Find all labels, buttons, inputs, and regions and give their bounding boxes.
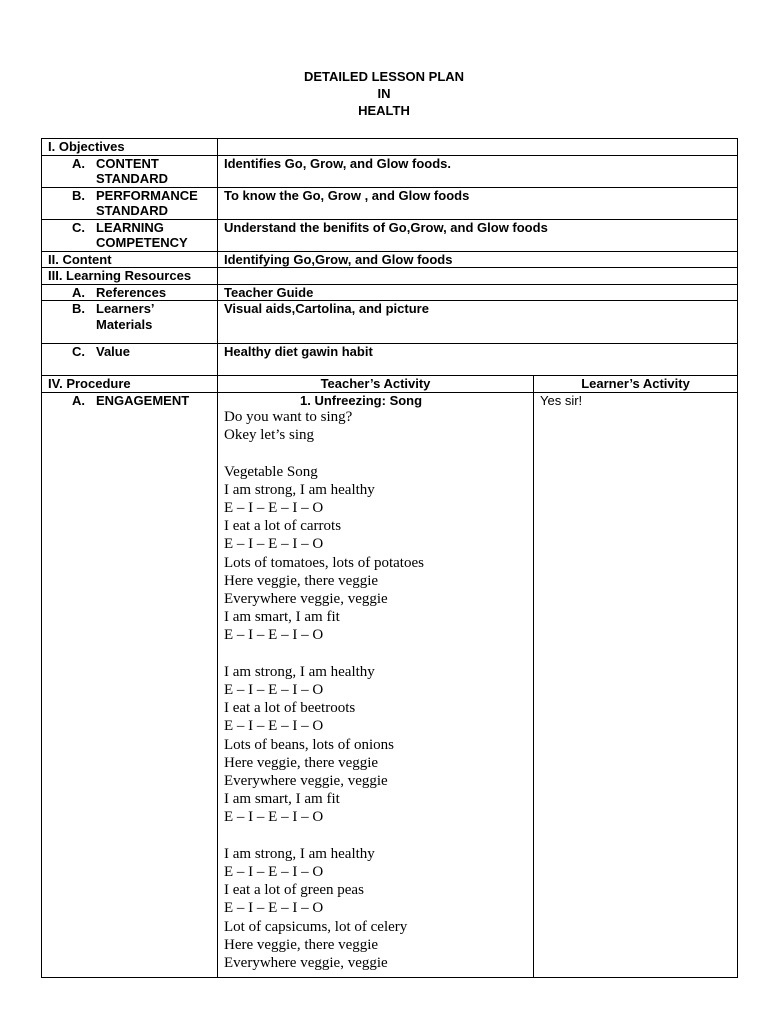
learner-response: Yes sir! — [540, 392, 583, 408]
song-line: E – I – E – I – O — [224, 809, 324, 826]
song-line: Do you want to sing? — [224, 409, 353, 425]
song-line: E – I – E – I – O — [224, 500, 324, 516]
song-line: E – I – E – I – O — [224, 864, 324, 881]
song-line: Everywhere veggie, veggie — [224, 773, 388, 790]
row-objectives — [42, 139, 738, 156]
song-line: Everywhere veggie, veggie — [224, 591, 388, 608]
song-line: Here veggie, there veggie — [224, 936, 379, 953]
row-learners-materials: B. Learners’ Materials Visual aids,Cartolina, and picture — [42, 301, 738, 344]
title-line-2: IN — [377, 86, 391, 101]
row-learning-competency: C. LEARNING COMPETENCY Understand the benifits of Go,Grow, and Glow foods — [42, 219, 738, 251]
engagement-label: ENGAGEMENT — [96, 392, 190, 408]
document-title — [0, 68, 768, 119]
value-value: Healthy diet gawin habit — [218, 344, 738, 376]
song-line: Everywhere veggie, veggie — [224, 955, 388, 972]
procedure-label: IV. Procedure — [42, 376, 218, 393]
performance-standard-value: To know the Go, Grow , and Glow foods — [218, 187, 738, 219]
title-line-3: HEALTH — [358, 103, 410, 118]
song-line — [224, 827, 527, 845]
teacher-activity-cell — [218, 392, 534, 977]
song-line: Okey let’s sing — [224, 427, 314, 444]
value-label: Value — [96, 344, 130, 359]
song-line: E – I – E – I – O — [224, 900, 324, 917]
learner-activity-cell — [534, 392, 738, 977]
lesson-plan-table — [41, 138, 738, 978]
row-value: C. Value Healthy diet gawin habit — [42, 344, 738, 376]
row-engagement: A. ENGAGEMENT 1. Unfreezing: Song Do you want to sing? Okey let’s sing Vegetable Song I am strong, I am healthy E – I – E – I – O I eat a lot of carrots E – I – E – I – O Lots of tomatoes, lots of potatoes Here veggie, there veggie Everywhere veggie, veggie I am smart, I am fit E – I – E – I – O I am strong, I am healthy E – I – E – I – O I eat a lot of beetroots E – I – E – I – O Lots of beans, lots of onions Here veggie, there veggie Everywhere veggie, veggie I am smart, I am fit E – I – E – I – O I am strong, I am healthy E – I – E – I – O I eat a lot of green peas E – I – E – I – O Lot of capsicums, lot of celery Here veggie, there veggie Everywhere veggie, veggie Yes sir! — [42, 392, 738, 977]
row-content-standard: A. CONTENT STANDARD Identifies Go, Grow, and Glow foods. — [42, 155, 738, 187]
song-line — [224, 444, 527, 462]
content-standard-label: CONTENT STANDARD — [96, 155, 168, 186]
song-line — [224, 645, 527, 663]
row-performance-standard: B. PERFORMANCE STANDARD To know the Go, Grow , and Glow foods — [42, 187, 738, 219]
learning-competency-value: Understand the benifits of Go,Grow, and Glow foods — [218, 219, 738, 251]
row-learning-resources — [42, 268, 738, 285]
song-line: I eat a lot of beetroots — [224, 700, 356, 717]
song-line: E – I – E – I – O — [224, 718, 324, 735]
learners-materials-label: Learners’ Materials — [96, 301, 154, 332]
song-line: I am smart, I am fit — [224, 791, 340, 808]
content-standard-value: Identifies Go, Grow, and Glow foods. — [218, 155, 738, 187]
teacher-activity-header: Teacher’s Activity — [218, 376, 534, 393]
title-line-1: DETAILED LESSON PLAN — [303, 69, 465, 84]
learning-resources-label: III. Learning Resources — [42, 268, 218, 285]
song-line: I am strong, I am healthy — [224, 663, 375, 680]
song-line: I am strong, I am healthy — [224, 845, 375, 862]
song-line: Here veggie, there veggie — [224, 754, 379, 771]
objectives-label: I. Objectives — [42, 139, 218, 156]
row-content — [42, 251, 738, 268]
song-line: Lots of beans, lots of onions — [224, 736, 394, 753]
references-value: Teacher Guide — [218, 284, 738, 301]
row-procedure-header — [42, 376, 738, 393]
song-line: Lot of capsicums, lot of celery — [224, 918, 408, 935]
song-line: Here veggie, there veggie — [224, 572, 379, 589]
song-line: Lots of tomatoes, lots of potatoes — [224, 554, 424, 571]
song-line: E – I – E – I – O — [224, 627, 324, 644]
row-references: A. References Teacher Guide — [42, 284, 738, 301]
song-lyrics — [224, 408, 527, 972]
song-line: I am strong, I am healthy — [224, 481, 375, 498]
content-value: Identifying Go,Grow, and Glow foods — [218, 251, 738, 268]
song-line: Vegetable Song — [224, 463, 318, 480]
song-line: E – I – E – I – O — [224, 536, 324, 553]
learning-competency-label: LEARNING COMPETENCY — [96, 219, 188, 250]
content-label: II. Content — [42, 251, 218, 268]
learner-activity-header: Learner’s Activity — [534, 376, 738, 393]
song-line: I eat a lot of green peas — [224, 882, 364, 899]
song-line: I eat a lot of carrots — [224, 518, 342, 535]
performance-standard-label: PERFORMANCE STANDARD — [96, 187, 198, 218]
activity-title: 1. Unfreezing: Song — [300, 392, 423, 408]
references-label: References — [96, 284, 167, 300]
learners-materials-value: Visual aids,Cartolina, and picture — [218, 301, 738, 344]
song-line: I am smart, I am fit — [224, 609, 340, 626]
song-line: E – I – E – I – O — [224, 682, 324, 699]
